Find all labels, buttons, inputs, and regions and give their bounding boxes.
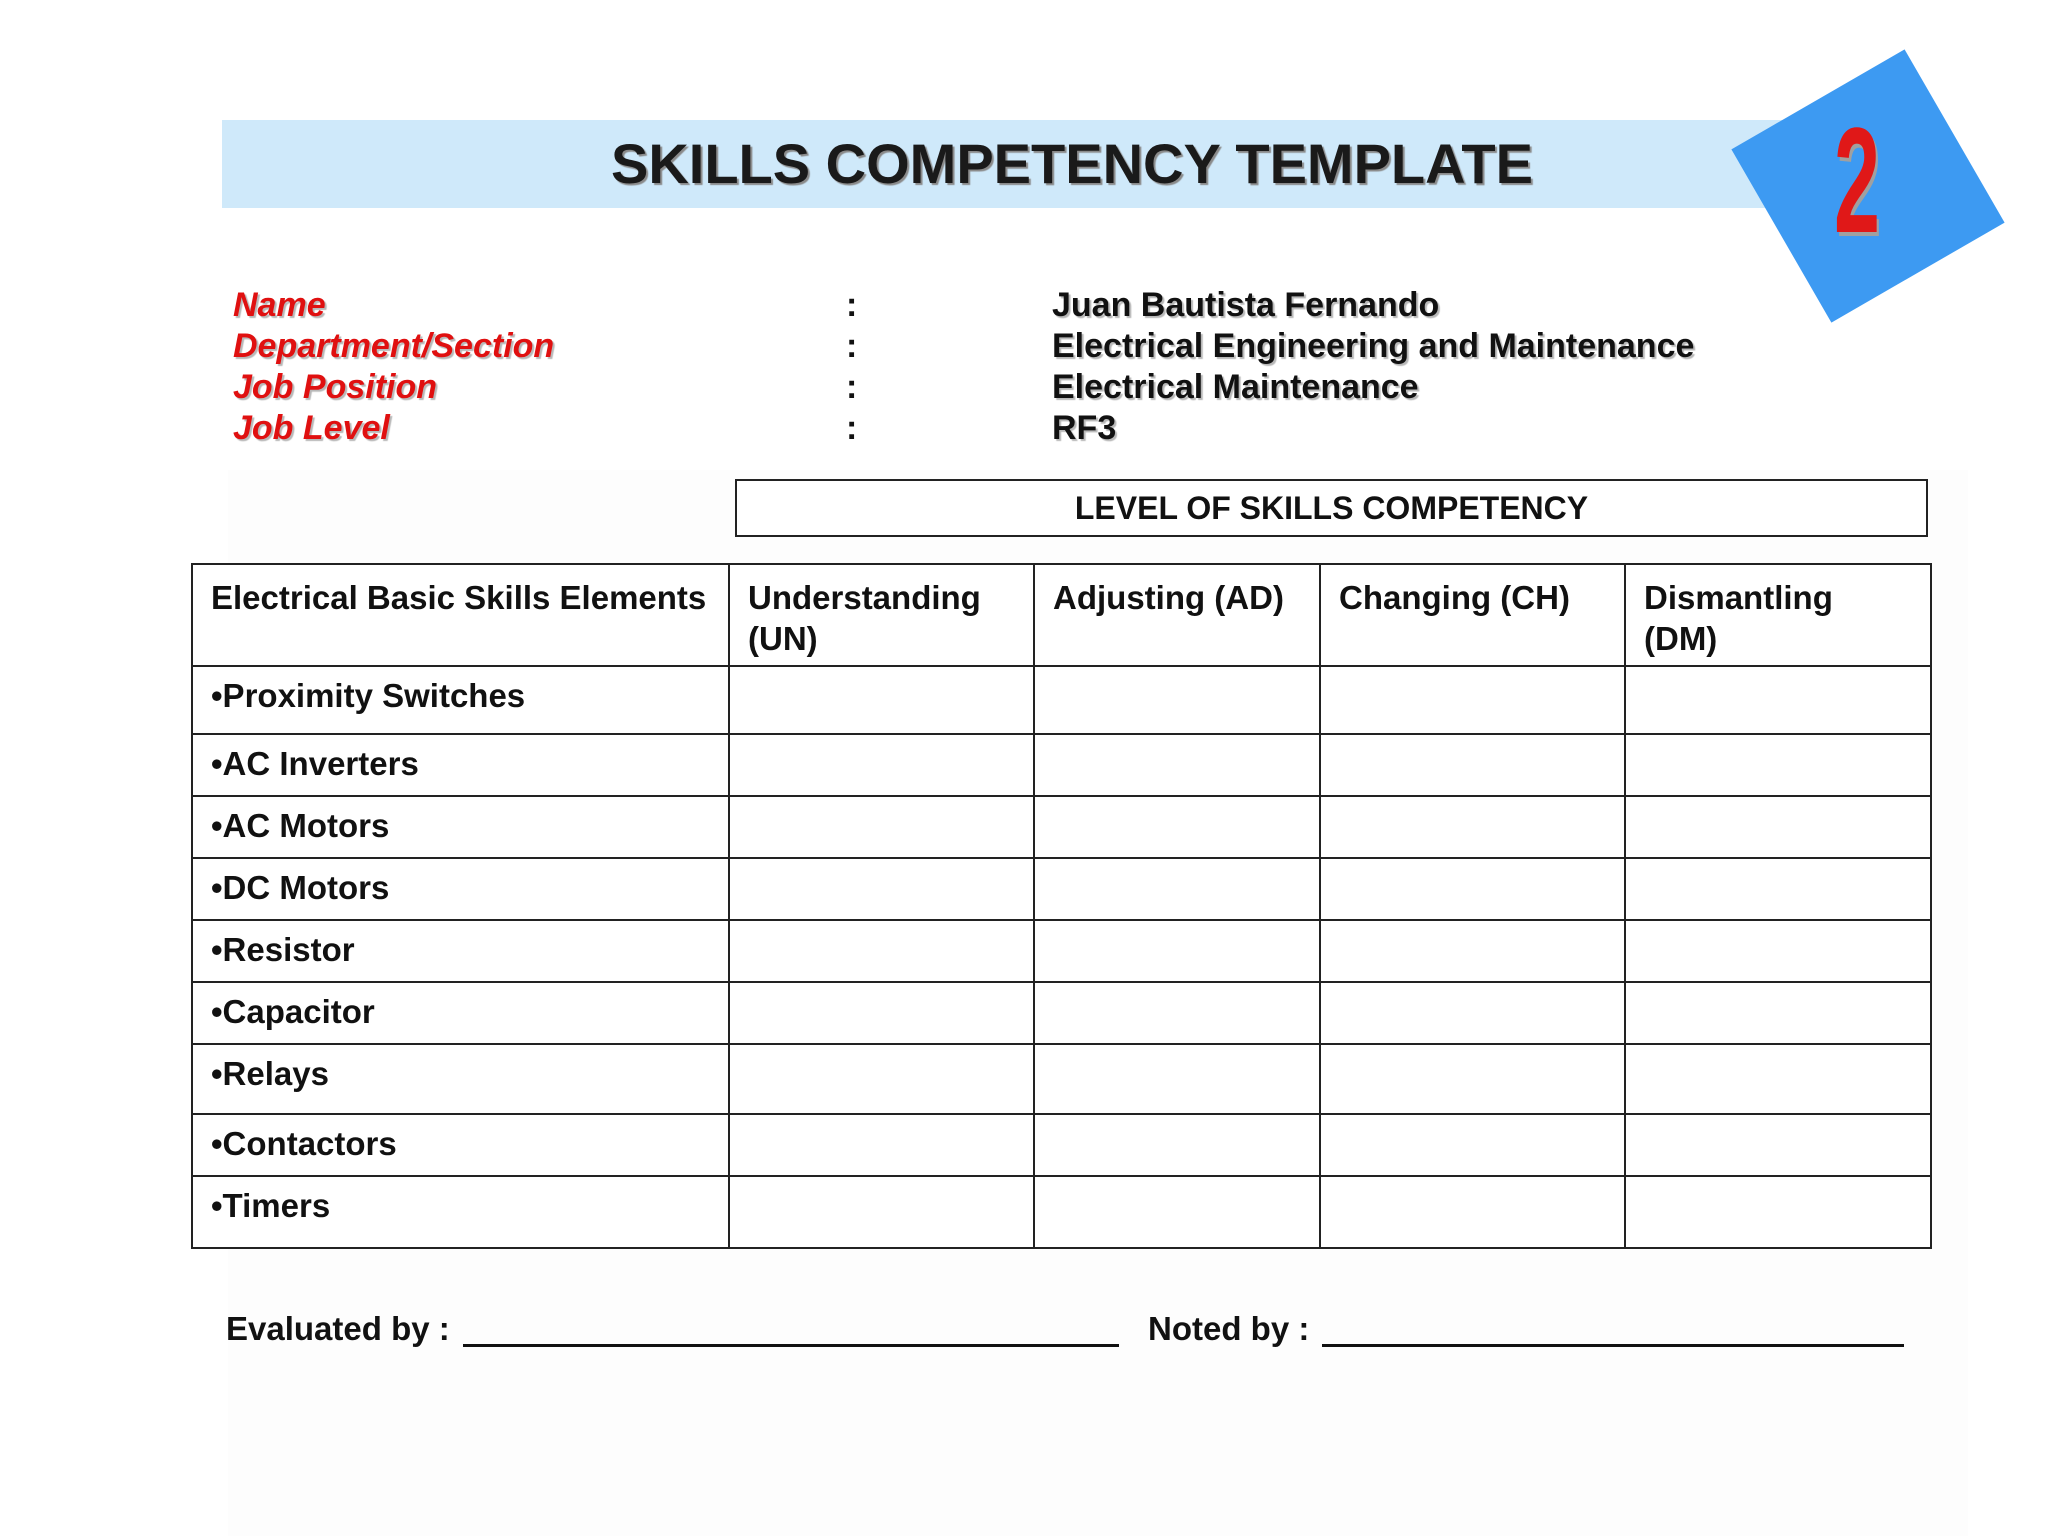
info-label-job-level: Job Level: [233, 409, 390, 447]
skill-element-cell: •AC Inverters: [192, 734, 729, 796]
rating-cell-dm[interactable]: [1625, 1044, 1931, 1114]
skill-element-cell: •Timers: [192, 1176, 729, 1248]
rating-cell-ch[interactable]: [1320, 1044, 1625, 1114]
rating-cell-ad[interactable]: [1034, 666, 1320, 734]
skill-element-cell: •Resistor: [192, 920, 729, 982]
rating-cell-ad[interactable]: [1034, 1114, 1320, 1176]
table-row: [192, 1044, 1931, 1114]
rating-cell-dm[interactable]: [1625, 982, 1931, 1044]
rating-cell-un[interactable]: [729, 1176, 1034, 1248]
table-row: [192, 982, 1931, 1044]
rating-cell-dm[interactable]: [1625, 1114, 1931, 1176]
info-label-department: Department/Section: [233, 327, 555, 365]
rating-cell-ad[interactable]: [1034, 858, 1320, 920]
rating-cell-un[interactable]: [729, 1044, 1034, 1114]
rating-cell-ch[interactable]: [1320, 982, 1625, 1044]
info-colon: :: [846, 327, 858, 365]
evaluated-by-signature-line[interactable]: [463, 1344, 1119, 1347]
rating-cell-dm[interactable]: [1625, 858, 1931, 920]
rating-cell-ch[interactable]: [1320, 1176, 1625, 1248]
rating-cell-un[interactable]: [729, 1114, 1034, 1176]
rating-cell-ch[interactable]: [1320, 920, 1625, 982]
rating-cell-ad[interactable]: [1034, 1176, 1320, 1248]
column-header-understanding: Understanding (UN): [729, 564, 1034, 666]
column-header-skills-elements: Electrical Basic Skills Elements: [192, 564, 729, 666]
info-value-job-position: Electrical Maintenance: [1052, 368, 1419, 406]
table-row: [192, 796, 1931, 858]
info-label-name: Name: [233, 286, 326, 324]
rating-cell-ch[interactable]: [1320, 666, 1625, 734]
noted-by-label: Noted by :: [1148, 1310, 1310, 1347]
rating-cell-ad[interactable]: [1034, 796, 1320, 858]
table-row: [192, 666, 1931, 734]
rating-cell-dm[interactable]: [1625, 796, 1931, 858]
skill-element-cell: •AC Motors: [192, 796, 729, 858]
rating-cell-ad[interactable]: [1034, 734, 1320, 796]
info-value-department: Electrical Engineering and Maintenance: [1052, 327, 1695, 365]
rating-cell-dm[interactable]: [1625, 1176, 1931, 1248]
rating-cell-ch[interactable]: [1320, 796, 1625, 858]
skill-element-cell: •Contactors: [192, 1114, 729, 1176]
table-row: [192, 734, 1931, 796]
table-row: [192, 1114, 1931, 1176]
skill-element-cell: •DC Motors: [192, 858, 729, 920]
skill-element-cell: •Capacitor: [192, 982, 729, 1044]
skill-element-cell: •Relays: [192, 1044, 729, 1114]
rating-cell-un[interactable]: [729, 796, 1034, 858]
rating-cell-ad[interactable]: [1034, 1044, 1320, 1114]
competency-table: [191, 563, 1932, 1249]
rating-cell-un[interactable]: [729, 920, 1034, 982]
info-colon: :: [846, 409, 858, 447]
rating-cell-ch[interactable]: [1320, 734, 1625, 796]
rating-cell-dm[interactable]: [1625, 734, 1931, 796]
info-value-name: Juan Bautista Fernando: [1052, 286, 1440, 324]
evaluated-by-label: Evaluated by :: [226, 1310, 450, 1347]
table-row: [192, 858, 1931, 920]
rating-cell-un[interactable]: [729, 666, 1034, 734]
column-header-changing: Changing (CH): [1320, 564, 1625, 666]
noted-by-signature-line[interactable]: [1322, 1344, 1904, 1347]
column-header-adjusting: Adjusting (AD): [1034, 564, 1320, 666]
column-header-dismantling: Dismantling (DM): [1625, 564, 1931, 666]
rating-cell-ch[interactable]: [1320, 1114, 1625, 1176]
skill-element-cell: •Proximity Switches: [192, 666, 729, 734]
rating-cell-ch[interactable]: [1320, 858, 1625, 920]
rating-cell-ad[interactable]: [1034, 982, 1320, 1044]
rating-cell-dm[interactable]: [1625, 666, 1931, 734]
page-title: SKILLS COMPETENCY TEMPLATE: [611, 132, 1533, 195]
level-of-skills-header: LEVEL OF SKILLS COMPETENCY: [735, 479, 1928, 537]
info-colon: :: [846, 286, 858, 324]
rating-cell-un[interactable]: [729, 982, 1034, 1044]
rating-cell-un[interactable]: [729, 734, 1034, 796]
badge-number: 2: [1834, 96, 1880, 264]
rating-cell-un[interactable]: [729, 858, 1034, 920]
rating-cell-ad[interactable]: [1034, 920, 1320, 982]
info-value-job-level: RF3: [1052, 409, 1117, 447]
table-row: [192, 1176, 1931, 1248]
info-colon: :: [846, 368, 858, 406]
info-label-job-position: Job Position: [233, 368, 437, 406]
table-header-row: [192, 564, 1931, 666]
rating-cell-dm[interactable]: [1625, 920, 1931, 982]
table-row: [192, 920, 1931, 982]
